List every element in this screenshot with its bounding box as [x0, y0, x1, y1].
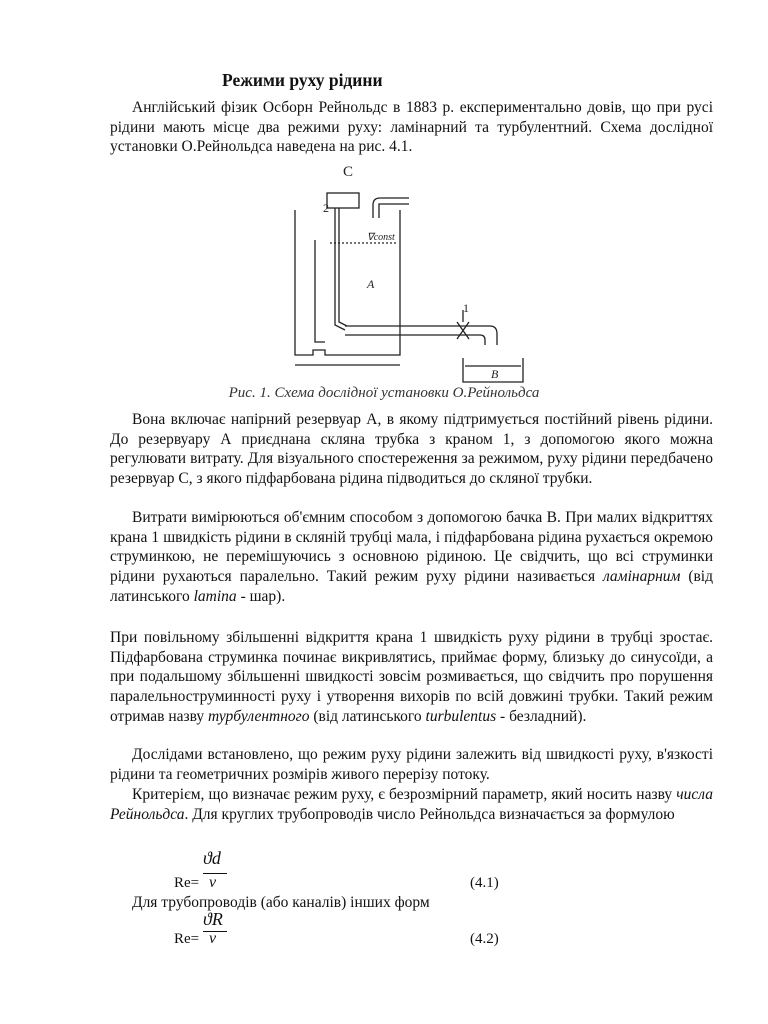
laminar-text-2: (від латинського	[110, 568, 713, 605]
turbulent-text-2: (від латинського	[309, 707, 426, 725]
label-a: A	[367, 277, 375, 291]
formula2-numerator: ϑR	[203, 909, 223, 929]
figure-caption: Рис. 1. Схема дослідної установки О.Рейнольдса	[228, 385, 540, 401]
formula2-lhs: Re=	[174, 931, 200, 947]
intro-paragraph: Англійський фізик Осборн Рейнольдс в 1883 р. експериментально довів, що при русі рідини мають місце два режими руху: ламінарний та турбулентний. Схема дослідної установки О.Рейнольдса наведена на рис. 4.1.	[110, 99, 713, 156]
formula1-denominator: ν	[209, 874, 217, 891]
paragraph-dependence: Дослідами встановлено, що режим руху рідини залежить від швидкості руху, в'язкості рідини та геометричних розмірів живого перерізу потоку.	[110, 746, 713, 783]
turbulent-text: При повільному збільшенні відкриття крана 1 швидкість руху рідини в трубці зростає. Підфарбована струминка починає викривлятись, приймає форму, близьку до синусоїди, а при подальшому збільшенні швидкості зовсім розмивається, що свідчить про порушення паралельноструминності руху і утворення вихорів по всій довжині трубки. Такий режим отримав назву	[110, 629, 713, 725]
paragraph-other-shapes: Для трубопроводів (або каналів) інших форм	[132, 894, 430, 911]
turbulent-term: турбулентного	[208, 707, 310, 725]
paragraph-reynolds	[110, 785, 713, 824]
reynolds-apparatus-figure	[285, 160, 525, 385]
reynolds-term: числа Рейнольдса	[110, 786, 713, 823]
paragraph-setup: Вона включає напірний резервуар А, в якому підтримується постійний рівень рідини. До резервуару А приєднана скляна трубка з краном 1, з допомогою якого можна регулювати витрату. Для візуального спостереження за режимом, руху рідини передбачено резервуар С, з якого підфарбована рідина підводиться до скляної трубки.	[110, 411, 713, 488]
reynolds-text-2: . Для круглих трубопроводів число Рейнольдса визначається за формулою	[184, 805, 675, 823]
supply-pipe-inner	[379, 204, 409, 218]
reynolds-text: Критерієм, що визначає режим руху, є безрозмірний параметр, який носить назву	[132, 786, 677, 803]
page-title: Режими руху рідини	[222, 70, 383, 90]
label-1: 1	[463, 301, 469, 315]
laminar-term: ламінарним	[602, 568, 681, 586]
formula2-number: (4.2)	[470, 931, 499, 947]
laminar-latin: lamina	[193, 587, 237, 605]
dye-tube-inner	[339, 208, 347, 326]
formula1-number: (4.1)	[470, 875, 499, 891]
formula1-lhs: Re=	[174, 875, 200, 891]
label-c: C	[343, 164, 354, 180]
formula1-numerator: ϑd	[203, 848, 221, 868]
label-2: 2	[323, 201, 329, 215]
paragraph-laminar	[110, 508, 713, 607]
dye-tube	[335, 208, 345, 330]
laminar-text-3: - шар).	[236, 587, 286, 605]
valve-1	[457, 322, 469, 339]
formula2-denominator: ν	[209, 930, 217, 947]
paragraph-turbulent	[110, 628, 713, 727]
reservoir-c	[327, 193, 359, 208]
turbulent-text-3: - безладний).	[496, 707, 587, 725]
tank-a-inner-wall	[315, 240, 325, 342]
glass-tube-bottom	[345, 335, 485, 345]
label-const: ∇const	[367, 232, 395, 243]
laminar-text: Витрати вимірюються об'ємним способом з допомогою бачка В. При малих відкриттях крана 1 швидкість рідини в скляній трубці мала, і підфарбована рідина рухається окремою струминкою, не перемішуючись з основною рідиною. Це свідчить, що всі струминки рідини рухаються паралельно. Такий режим руху рідини називається	[110, 509, 713, 586]
label-b: B	[491, 367, 499, 381]
turbulent-latin: turbulentus	[425, 707, 497, 725]
